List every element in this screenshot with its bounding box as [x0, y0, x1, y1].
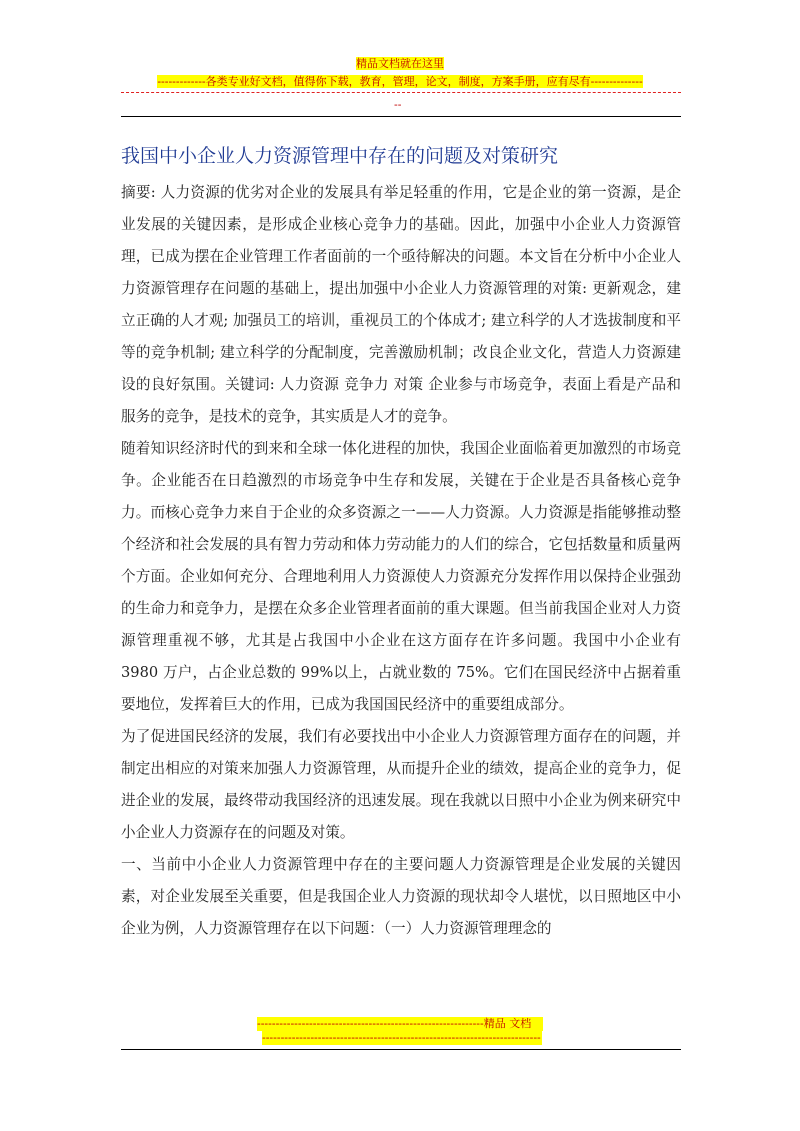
- footer-rule: [121, 1049, 681, 1050]
- paragraph-section-one: 一、当前中小企业人力资源管理中存在的主要问题人力资源管理是企业发展的关键因素，对企业发展至关重要，但是我国企业人力资源的现状却令人堪忧，以日照地区中小企业为例，人力资源管理存在以下问题：（一）人力资源管理理念的: [121, 856, 681, 937]
- header-tagline-row: [0, 52, 800, 71]
- header-dash-tail: --: [394, 98, 402, 111]
- document-title: 我国中小企业人力资源管理中存在的问题及对策研究: [121, 145, 559, 167]
- header-subtitle: -------------各类专业好文档，值得你下载，教育，管理，论文，制度，方案手册，应有尽有--------------: [157, 75, 643, 88]
- header-tagline: 精品文档就在这里: [356, 57, 444, 70]
- paragraph-intro: 随着知识经济时代的到来和全球一体化进程的加快，我国企业面临着更加激烈的市场竞争。企业能否在日趋激烈的市场竞争中生存和发展，关键在于企业是否具备核心竞争力。而核心竞争力来自于企业的众多资源之一——人力资源。人力资源是指能够推动整个经济和社会发展的具有智力劳动和体力劳动能力的人们的综合，它包括数量和质量两个方面。企业如何充分、合理地利用人力资源使人力资源充分发挥作用以保持企业强劲的生命力和竞争力，是摆在众多企业管理者面前的重大课题。但当前我国企业对人力资源管理重视不够，尤其是占我国中小企业在这方面存在许多问题。我国中小企业有 3980 万户，占企业总数的 99%以上，占就业数的 75%。它们在国民经济中占据着重要地位，发挥着巨大的作用，已成为我国国民经济中的重要组成部分。: [121, 440, 681, 713]
- footer-label: -------------------------------------------------------------精品 文档: [257, 1017, 543, 1031]
- header-rule: [121, 116, 681, 117]
- footer-label-row: [257, 1017, 543, 1031]
- footer-dashes-row: [262, 1031, 542, 1045]
- document-body: [121, 177, 681, 945]
- paragraph-purpose: 为了促进国民经济的发展，我们有必要找出中小企业人力资源管理方面存在的问题，并制定出相应的对策来加强人力资源管理，从而提升企业的绩效，提高企业的竞争力，促进企业的发展，最终带动我国经济的迅速发展。现在我就以日照中小企业为例来研究中小企业人力资源存在的问题及对策。: [121, 728, 681, 841]
- header-subtitle-row: [0, 70, 800, 89]
- paragraph-abstract: 摘要: 人力资源的优劣对企业的发展具有举足轻重的作用，它是企业的第一资源，是企业发展的关键因素，是形成企业核心竞争力的基础。因此，加强中小企业人力资源管理，已成为摆在企业管理工作者面前的一个亟待解决的问题。本文旨在分析中小企业人力资源管理存在问题的基础上，提出加强中小企业人力资源管理的对策: 更新观念，建立正确的人才观; 加强员工的培训，重视员工的个体成才; 建立科学的人才选拔制度和平等的竞争机制; 建立科学的分配制度，完善激励机制；改良企业文化，营造人力资源建设的良好氛围。关键词: 人力资源 竞争力 对策 企业参与市场竞争，表面上看是产品和服务的竞争，是技术的竞争，其实质是人才的竞争。: [121, 184, 681, 425]
- footer-dashes: ---------------------------------------------------------------------------: [262, 1031, 541, 1044]
- header-dashed-divider: [121, 92, 681, 93]
